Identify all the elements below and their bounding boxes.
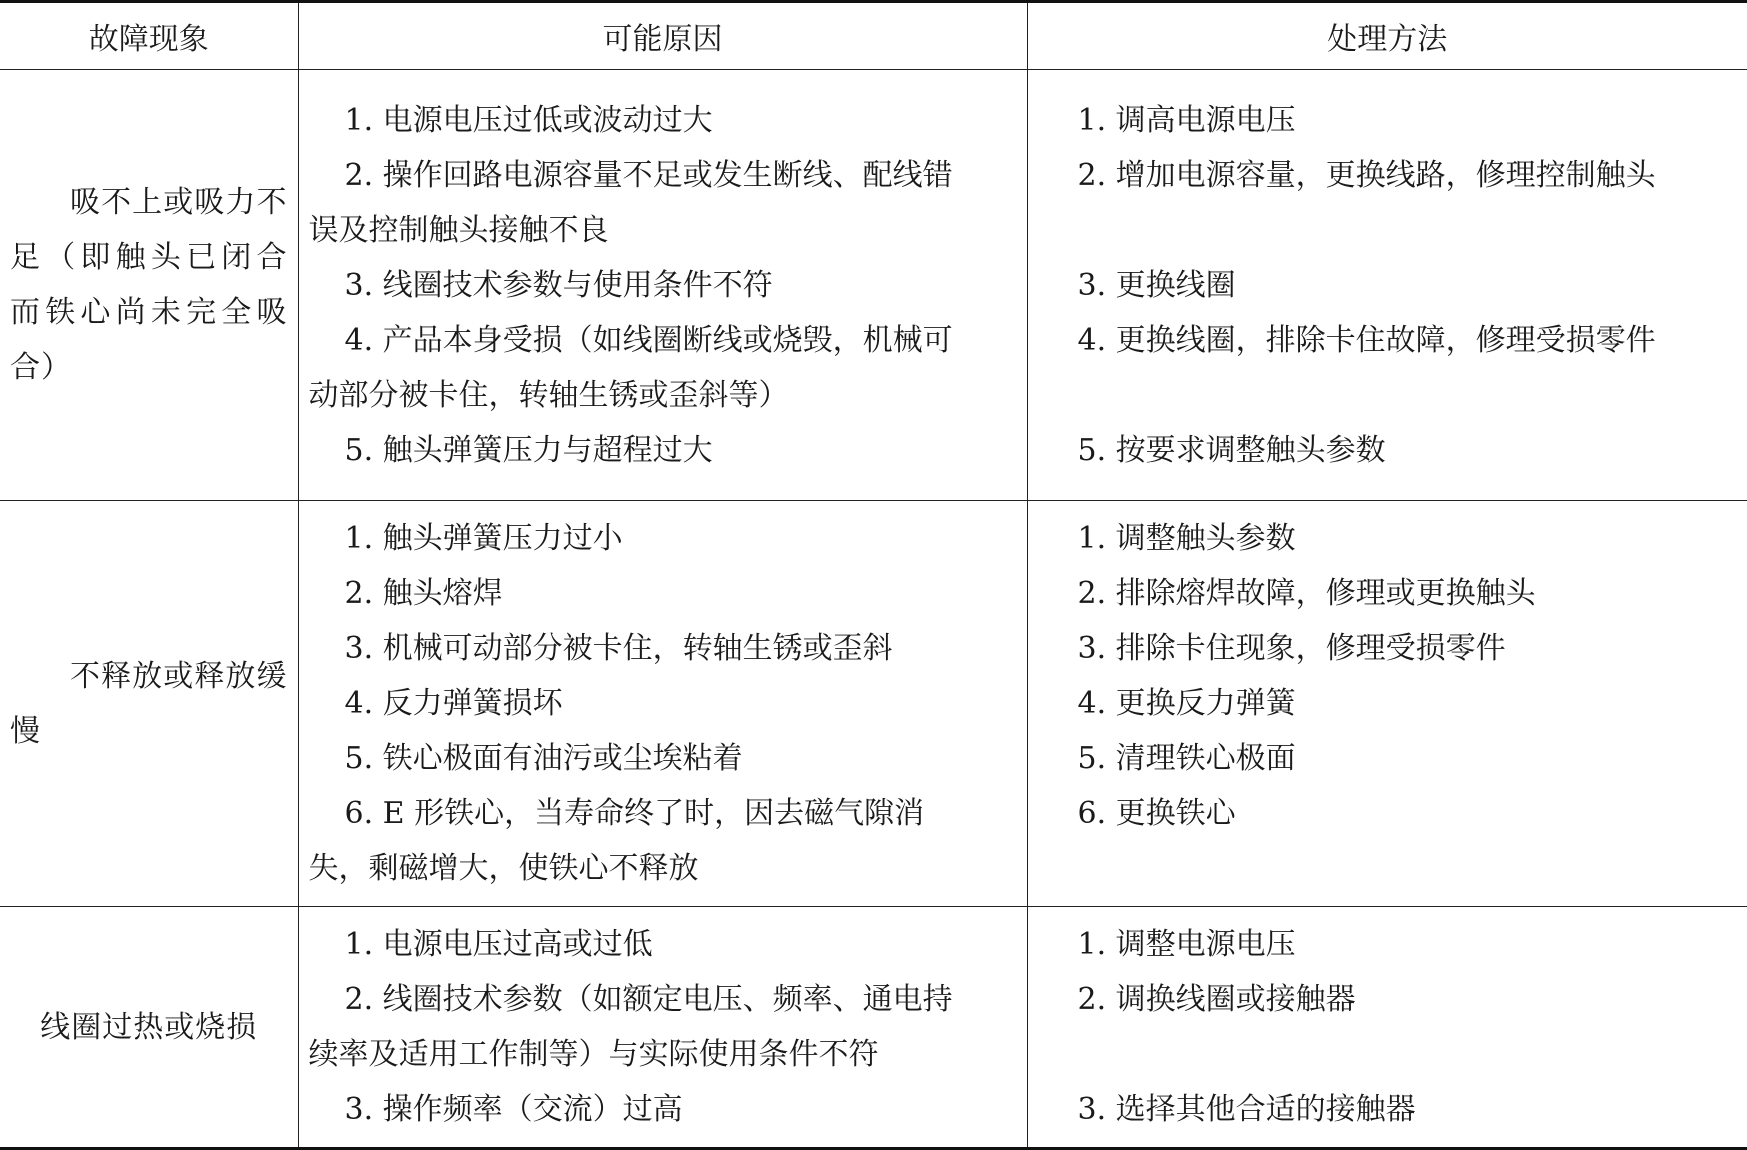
remedy-line: 2. 调换线圈或接触器 — [1077, 982, 1356, 1017]
remedy-line: 1. 调高电源电压 — [1077, 102, 1296, 138]
remedy-line: 4. 更换反力弹簧 — [1077, 686, 1296, 721]
remedy-line: 2. 排除熔焊故障，修理或更换触头 — [1077, 576, 1536, 611]
cause-line: 续率及适用工作制等）与实际使用条件不符 — [308, 1037, 879, 1072]
remedy-line — [1038, 1027, 1738, 1082]
cause-line: 3. 线圈技术参数与使用条件不符 — [344, 267, 773, 303]
cause-line: 2. 触头熔焊 — [344, 576, 503, 611]
remedy-line: 5. 清理铁心极面 — [1077, 741, 1296, 776]
cause-line: 6. E 形铁心，当寿命终了时，因去磁气隙消 — [344, 796, 925, 831]
table-row — [0, 501, 1747, 907]
cause-line: 5. 触头弹簧压力与超程过大 — [344, 432, 713, 468]
cause-line: 4. 反力弹簧损坏 — [344, 686, 563, 721]
remedy-cell — [1027, 70, 1747, 501]
cause-line: 4. 产品本身受损（如线圈断线或烧毁，机械可 — [344, 322, 953, 358]
symptom-cell — [0, 907, 298, 1149]
cause-line: 动部分被卡住，转轴生锈或歪斜等） — [308, 377, 789, 413]
cause-line: 2. 线圈技术参数（如额定电压、频率、通电持 — [344, 982, 953, 1017]
cause-line: 5. 铁心极面有油污或尘埃粘着 — [344, 741, 743, 776]
remedy-line — [1038, 368, 1738, 423]
cause-cell — [298, 907, 1027, 1149]
cause-line: 3. 操作频率（交流）过高 — [344, 1092, 683, 1127]
cause-line: 失，剩磁增大，使铁心不释放 — [308, 851, 699, 886]
cause-cell — [298, 501, 1027, 907]
remedy-line: 6. 更换铁心 — [1077, 796, 1236, 831]
cause-line: 1. 电源电压过高或过低 — [344, 927, 653, 962]
header-remedy: 处理方法 — [1027, 2, 1747, 70]
remedy-line — [1038, 841, 1738, 896]
remedy-line: 3. 排除卡住现象，修理受损零件 — [1077, 631, 1506, 666]
remedy-line — [1038, 203, 1738, 258]
remedy-line: 1. 调整电源电压 — [1077, 927, 1296, 962]
symptom-text: 不释放或释放缓慢 — [10, 658, 288, 749]
cause-line: 1. 电源电压过低或波动过大 — [344, 102, 713, 138]
cause-cell — [298, 70, 1027, 501]
symptom-text: 吸不上或吸力不足（即触头已闭合而铁心尚未完全吸合） — [10, 185, 288, 385]
table-row — [0, 70, 1747, 501]
remedy-line: 1. 调整触头参数 — [1077, 521, 1296, 556]
table-header-row — [0, 2, 1747, 70]
remedy-line: 3. 更换线圈 — [1077, 267, 1236, 303]
remedy-cell — [1027, 501, 1747, 907]
remedy-line: 2. 增加电源容量，更换线路，修理控制触头 — [1077, 157, 1656, 193]
remedy-line: 5. 按要求调整触头参数 — [1077, 432, 1386, 468]
symptom-cell — [0, 501, 298, 907]
cause-line: 2. 操作回路电源容量不足或发生断线、配线错 — [344, 157, 953, 193]
remedy-cell — [1027, 907, 1747, 1149]
table-row — [0, 907, 1747, 1149]
cause-line: 3. 机械可动部分被卡住，转轴生锈或歪斜 — [344, 631, 893, 666]
remedy-line: 4. 更换线圈，排除卡住故障，修理受损零件 — [1077, 322, 1656, 358]
remedy-line: 3. 选择其他合适的接触器 — [1077, 1092, 1416, 1127]
cause-line: 1. 触头弹簧压力过小 — [344, 521, 623, 556]
symptom-cell — [0, 70, 298, 501]
header-fault-symptom: 故障现象 — [0, 2, 298, 70]
symptom-text: 线圈过热或烧损 — [40, 1009, 258, 1045]
cause-line: 误及控制触头接触不良 — [308, 212, 609, 248]
header-possible-cause: 可能原因 — [298, 2, 1027, 70]
